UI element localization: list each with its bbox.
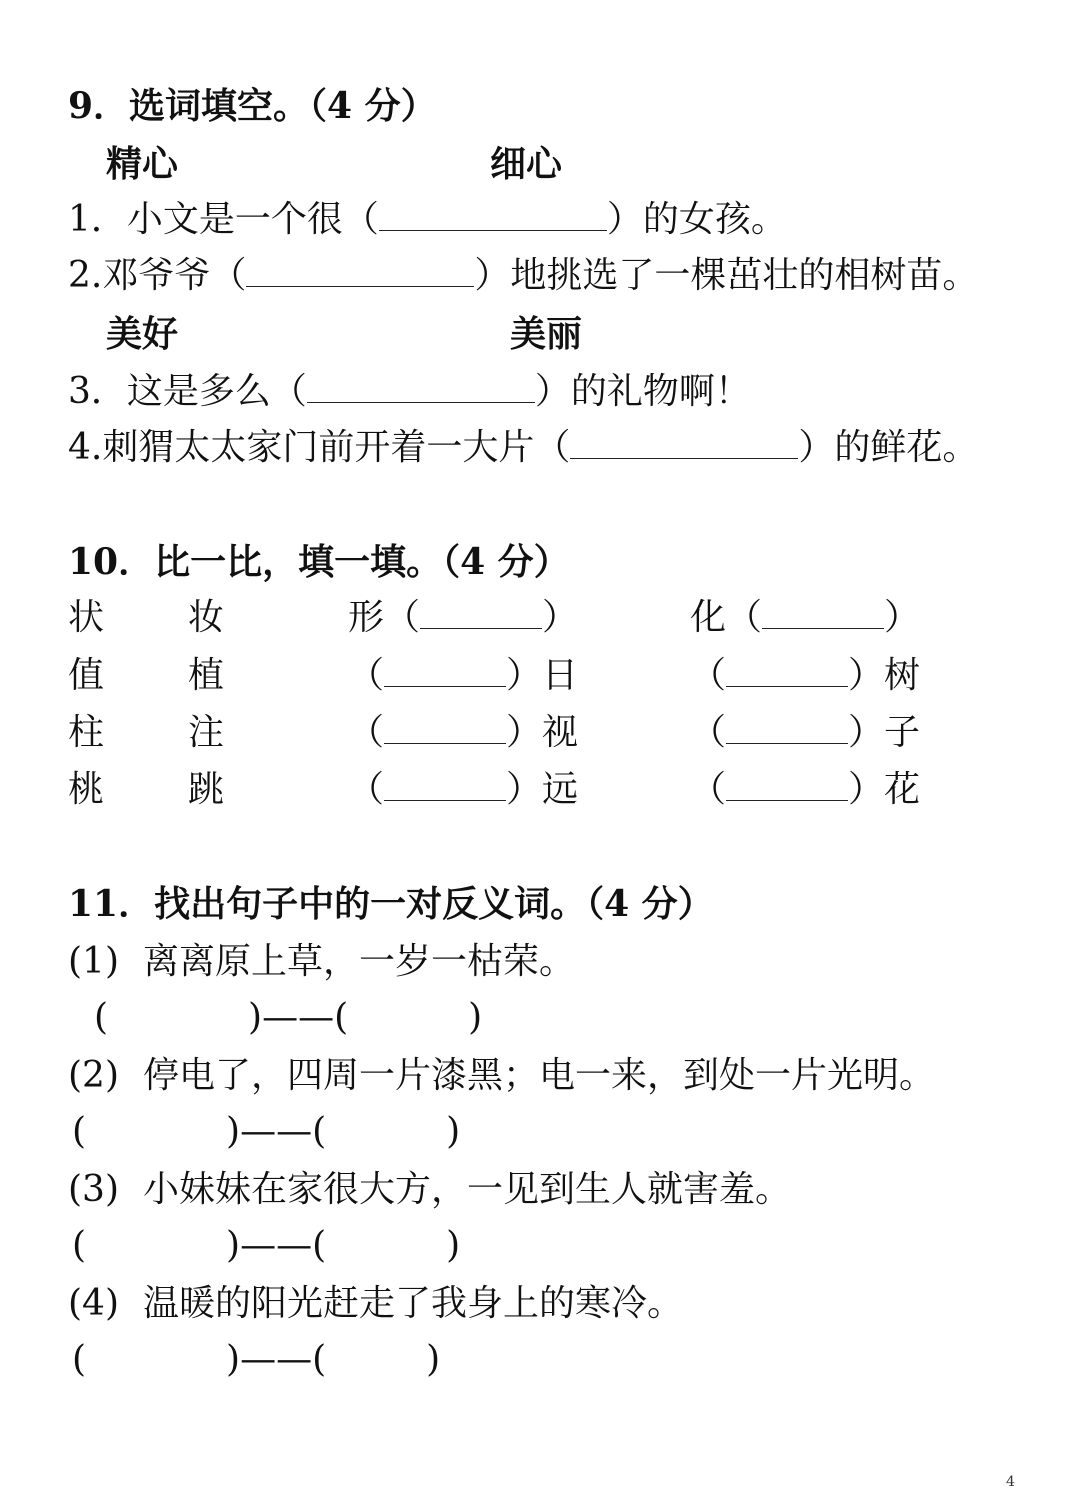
q10-title: 10．比一比，填一填。（4 分） [68, 541, 570, 583]
antonym-answer: ( )——( ) [72, 1339, 441, 1380]
q11-title: 11．找出句子中的一对反义词。（4 分） [68, 883, 714, 925]
q9-sentence-2: 2.邓爷爷（ ）地挑选了一棵茁壮的相树苗。 [68, 255, 979, 296]
fill-phrase: （ ）花 [690, 769, 921, 810]
answer-blank[interactable] [726, 770, 848, 801]
q11-item-4: (4) 温暖的阳光赶走了我身上的寒冷。 [68, 1283, 684, 1324]
compare-char: 注 [188, 712, 225, 753]
answer-blank[interactable] [379, 200, 607, 231]
q11-item-3: (3) 小妹妹在家很大方，一见到生人就害羞。 [68, 1169, 792, 1210]
q11-item-2: (2) 停电了，四周一片漆黑；电一来，到处一片光明。 [68, 1055, 936, 1096]
antonym-answer: ( )——( ) [72, 1111, 461, 1152]
fill-phrase: （ ）日 [348, 655, 579, 696]
fill-phrase: 化（ ） [690, 597, 921, 638]
answer-blank[interactable] [570, 428, 798, 459]
compare-char: 状 [68, 597, 105, 638]
answer-blank[interactable] [762, 598, 884, 629]
fill-phrase: 形（ ） [348, 597, 579, 638]
compare-char: 桃 [68, 769, 105, 810]
compare-char: 值 [68, 655, 105, 696]
fill-phrase: （ ）子 [690, 712, 921, 753]
answer-blank[interactable] [384, 713, 506, 744]
answer-blank[interactable] [420, 598, 542, 629]
compare-char: 柱 [68, 712, 105, 753]
compare-char: 妆 [188, 597, 225, 638]
q9-word-option: 精心 [106, 143, 179, 185]
q9-word-option: 细心 [490, 143, 563, 185]
antonym-answer: ( )——( ) [94, 997, 483, 1038]
antonym-answer: ( )——( ) [72, 1225, 461, 1266]
answer-blank[interactable] [307, 372, 535, 403]
compare-char: 跳 [188, 769, 225, 810]
answer-blank[interactable] [726, 656, 848, 687]
q9-sentence-1: 1．小文是一个很（ ）的女孩。 [68, 199, 787, 240]
page-number: 4 [1006, 1474, 1015, 1490]
answer-blank[interactable] [246, 256, 474, 287]
q9-word-option: 美丽 [510, 313, 583, 355]
q9-word-option: 美好 [106, 313, 179, 355]
fill-phrase: （ ）树 [690, 655, 921, 696]
compare-char: 植 [188, 655, 225, 696]
q9-sentence-3: 3．这是多么（ ）的礼物啊！ [68, 371, 751, 412]
answer-blank[interactable] [384, 770, 506, 801]
answer-blank[interactable] [384, 656, 506, 687]
answer-blank[interactable] [726, 713, 848, 744]
q9-title: 9．选词填空。（4 分） [68, 85, 437, 127]
fill-phrase: （ ）远 [348, 769, 579, 810]
q11-item-1: (1) 离离原上草，一岁一枯荣。 [68, 941, 576, 982]
q9-sentence-4: 4.刺猬太太家门前开着一大片（ ）的鲜花。 [68, 427, 979, 468]
fill-phrase: （ ）视 [348, 712, 579, 753]
